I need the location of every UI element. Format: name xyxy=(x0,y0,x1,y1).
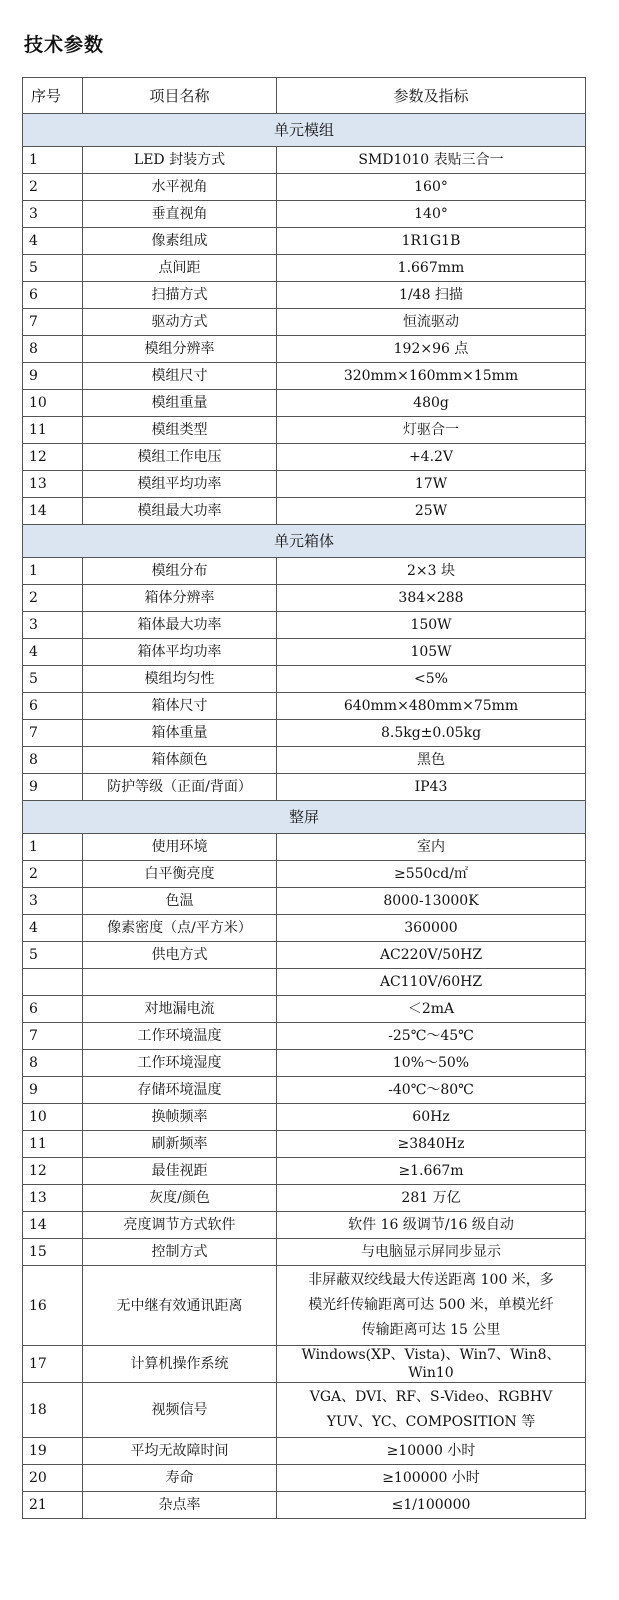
item-name: 寿命 xyxy=(83,1465,277,1492)
value-line: +4.2V xyxy=(408,449,454,465)
table-row xyxy=(23,558,586,585)
value-line: 1.667mm xyxy=(397,260,465,276)
item-name: 工作环境温度 xyxy=(83,1023,277,1050)
table-row xyxy=(23,1492,586,1519)
section-row xyxy=(23,114,586,147)
row-number: 13 xyxy=(23,471,83,498)
item-name: 水平视角 xyxy=(83,174,277,201)
value-line: 模光纤传输距离可达 500 米，单模光纤 xyxy=(308,1297,554,1313)
table-row xyxy=(23,666,586,693)
table-row xyxy=(23,1266,586,1346)
parameter-value xyxy=(277,228,586,255)
item-name: 箱体尺寸 xyxy=(83,693,277,720)
item-name: 点间距 xyxy=(83,255,277,282)
row-number: 11 xyxy=(23,417,83,444)
row-number: 7 xyxy=(23,720,83,747)
parameter-value xyxy=(277,1465,586,1492)
row-number: 6 xyxy=(23,996,83,1023)
parameter-value xyxy=(277,996,586,1023)
parameter-value xyxy=(277,834,586,861)
value-line: 非屏蔽双绞线最大传送距离 100 米，多 xyxy=(308,1272,554,1288)
value-line: YUV、YC、COMPOSITION 等 xyxy=(326,1414,536,1430)
parameter-value xyxy=(277,1185,586,1212)
item-name: 像素组成 xyxy=(83,228,277,255)
row-number: 7 xyxy=(23,309,83,336)
value-line: 150W xyxy=(410,617,452,633)
parameter-value xyxy=(277,201,586,228)
row-number: 21 xyxy=(23,1492,83,1519)
row-number: 14 xyxy=(23,1212,83,1239)
item-name: 存储环境温度 xyxy=(83,1077,277,1104)
row-number: 1 xyxy=(23,834,83,861)
item-name: 无中继有效通讯距离 xyxy=(83,1266,277,1346)
row-number: 1 xyxy=(23,147,83,174)
row-number: 5 xyxy=(23,666,83,693)
value-line: -25℃～45℃ xyxy=(388,1028,474,1044)
row-number: 18 xyxy=(23,1383,83,1438)
section-title: 整屏 xyxy=(23,801,586,834)
page-title: 技术参数 xyxy=(24,34,105,56)
item-name: 模组分辨率 xyxy=(83,336,277,363)
parameter-value xyxy=(277,417,586,444)
row-number: 8 xyxy=(23,336,83,363)
parameter-value xyxy=(277,1077,586,1104)
section-title: 单元模组 xyxy=(23,114,586,147)
table-row xyxy=(23,612,586,639)
item-name: 箱体重量 xyxy=(83,720,277,747)
value-line: 360000 xyxy=(404,920,458,936)
table-row xyxy=(23,693,586,720)
row-number: 2 xyxy=(23,861,83,888)
parameter-value xyxy=(277,666,586,693)
row-number: 6 xyxy=(23,693,83,720)
item-name: 白平衡亮度 xyxy=(83,861,277,888)
table-row xyxy=(23,834,586,861)
table-row xyxy=(23,1239,586,1266)
value-line: 传输距离可达 15 公里 xyxy=(361,1322,501,1338)
table-row xyxy=(23,201,586,228)
table-row xyxy=(23,861,586,888)
parameter-value xyxy=(277,498,586,525)
item-name: 换帧频率 xyxy=(83,1104,277,1131)
item-name: 箱体平均功率 xyxy=(83,639,277,666)
header-item-name: 项目名称 xyxy=(83,78,277,114)
item-name: 使用环境 xyxy=(83,834,277,861)
value-line: 105W xyxy=(410,644,452,660)
row-number: 9 xyxy=(23,1077,83,1104)
parameter-value xyxy=(277,1239,586,1266)
table-row xyxy=(23,363,586,390)
item-name: 供电方式 xyxy=(83,942,277,969)
row-number: 14 xyxy=(23,498,83,525)
item-name: 视频信号 xyxy=(83,1383,277,1438)
row-number: 16 xyxy=(23,1266,83,1346)
parameter-value xyxy=(277,363,586,390)
parameter-value xyxy=(277,1131,586,1158)
value-line: 480g xyxy=(413,395,449,411)
item-name: 箱体最大功率 xyxy=(83,612,277,639)
table-row xyxy=(23,888,586,915)
item-name: 平均无故障时间 xyxy=(83,1438,277,1465)
table-row xyxy=(23,498,586,525)
parameter-value xyxy=(277,1212,586,1239)
table-row xyxy=(23,1383,586,1438)
row-number: 9 xyxy=(23,363,83,390)
table-row xyxy=(23,282,586,309)
row-number: 5 xyxy=(23,255,83,282)
table-row xyxy=(23,585,586,612)
parameter-value xyxy=(277,174,586,201)
value-line: SMD1010 表贴三合一 xyxy=(358,152,504,168)
row-number: 1 xyxy=(23,558,83,585)
parameter-value xyxy=(277,888,586,915)
value-line: ≤1/100000 xyxy=(391,1497,471,1513)
item-name: LED 封装方式 xyxy=(83,147,277,174)
table-row xyxy=(23,255,586,282)
value-line: 软件 16 级调节/16 级自动 xyxy=(348,1217,514,1233)
value-line: 140° xyxy=(414,206,448,222)
parameter-value xyxy=(277,639,586,666)
value-line: ≥3840Hz xyxy=(397,1136,465,1152)
value-line: ≥10000 小时 xyxy=(386,1443,476,1459)
table-row xyxy=(23,747,586,774)
table-row xyxy=(23,444,586,471)
value-line: 8.5kg±0.05kg xyxy=(380,725,482,741)
item-name: 扫描方式 xyxy=(83,282,277,309)
table-row xyxy=(23,1158,586,1185)
item-name: 亮度调节方式软件 xyxy=(83,1212,277,1239)
value-line: 10%～50% xyxy=(392,1055,470,1071)
item-name: 箱体颜色 xyxy=(83,747,277,774)
item-name: 模组最大功率 xyxy=(83,498,277,525)
parameter-value xyxy=(277,1266,586,1346)
row-number: 10 xyxy=(23,390,83,417)
parameter-value xyxy=(277,915,586,942)
value-line: 灯驱合一 xyxy=(403,422,459,438)
item-name: 色温 xyxy=(83,888,277,915)
table-row xyxy=(23,309,586,336)
value-line: Windows(XP、Vista)、Win7、Win8、Win10 xyxy=(301,1347,561,1381)
table-row xyxy=(23,1131,586,1158)
section-title: 单元箱体 xyxy=(23,525,586,558)
item-name: 刷新频率 xyxy=(83,1131,277,1158)
item-name: 模组类型 xyxy=(83,417,277,444)
header-row xyxy=(23,78,586,114)
value-line: 60Hz xyxy=(412,1109,450,1125)
value-line: 640mm×480mm×75mm xyxy=(343,698,519,714)
parameter-value xyxy=(277,309,586,336)
parameter-value xyxy=(277,336,586,363)
table-row xyxy=(23,147,586,174)
parameter-value xyxy=(277,969,586,996)
row-number: 4 xyxy=(23,228,83,255)
table-row xyxy=(23,774,586,801)
value-line: 与电脑显示屏同步显示 xyxy=(361,1244,501,1260)
item-name xyxy=(83,969,277,996)
value-line: 192×96 点 xyxy=(393,341,469,357)
value-line: ≥550cd/㎡ xyxy=(394,866,468,882)
item-name: 模组平均功率 xyxy=(83,471,277,498)
item-name: 对地漏电流 xyxy=(83,996,277,1023)
row-number xyxy=(23,969,83,996)
value-line: VGA、DVI、RF、S-Video、RGBHV xyxy=(309,1389,553,1405)
item-name: 杂点率 xyxy=(83,1492,277,1519)
item-name: 计算机操作系统 xyxy=(83,1346,277,1383)
table-row xyxy=(23,1212,586,1239)
row-number: 13 xyxy=(23,1185,83,1212)
table-row xyxy=(23,1185,586,1212)
row-number: 15 xyxy=(23,1239,83,1266)
row-number: 3 xyxy=(23,612,83,639)
item-name: 模组工作电压 xyxy=(83,444,277,471)
value-line: ＜2mA xyxy=(407,1001,455,1017)
table-row xyxy=(23,1438,586,1465)
table-header xyxy=(23,78,586,114)
table-row xyxy=(23,471,586,498)
table-row xyxy=(23,417,586,444)
table-row xyxy=(23,390,586,417)
item-name: 像素密度（点/平方米） xyxy=(83,915,277,942)
parameter-value xyxy=(277,282,586,309)
row-number: 9 xyxy=(23,774,83,801)
item-name: 工作环境湿度 xyxy=(83,1050,277,1077)
row-number: 4 xyxy=(23,639,83,666)
row-number: 6 xyxy=(23,282,83,309)
row-number: 7 xyxy=(23,1023,83,1050)
table-row xyxy=(23,1104,586,1131)
parameter-value xyxy=(277,693,586,720)
row-number: 3 xyxy=(23,201,83,228)
parameter-value xyxy=(277,747,586,774)
parameter-value xyxy=(277,444,586,471)
value-line: 17W xyxy=(414,476,448,492)
value-line: 384×288 xyxy=(398,590,464,606)
table-row xyxy=(23,720,586,747)
item-name: 防护等级（正面/背面） xyxy=(83,774,277,801)
value-line: ≥1.667m xyxy=(398,1163,464,1179)
parameter-value xyxy=(277,1158,586,1185)
value-line: 1R1G1B xyxy=(401,233,461,249)
table-row xyxy=(23,1465,586,1492)
parameter-value xyxy=(277,1023,586,1050)
value-line: 1/48 扫描 xyxy=(399,287,463,303)
table-row xyxy=(23,996,586,1023)
spec-table xyxy=(22,77,586,1519)
parameter-value xyxy=(277,1104,586,1131)
item-name: 箱体分辨率 xyxy=(83,585,277,612)
section-row xyxy=(23,525,586,558)
item-name: 控制方式 xyxy=(83,1239,277,1266)
parameter-value xyxy=(277,1346,586,1383)
table-row xyxy=(23,1050,586,1077)
table-row xyxy=(23,174,586,201)
row-number: 2 xyxy=(23,174,83,201)
header-parameters: 参数及指标 xyxy=(277,78,586,114)
row-number: 10 xyxy=(23,1104,83,1131)
table-row xyxy=(23,1077,586,1104)
value-line: IP43 xyxy=(414,779,448,795)
table-row xyxy=(23,639,586,666)
section-row xyxy=(23,801,586,834)
item-name: 模组重量 xyxy=(83,390,277,417)
table-row xyxy=(23,915,586,942)
item-name: 最佳视距 xyxy=(83,1158,277,1185)
parameter-value xyxy=(277,390,586,417)
parameter-value xyxy=(277,774,586,801)
value-line: 室内 xyxy=(417,839,445,855)
table-row xyxy=(23,1346,586,1383)
value-line: 恒流驱动 xyxy=(403,314,459,330)
row-number: 8 xyxy=(23,1050,83,1077)
value-line: -40℃～80℃ xyxy=(388,1082,474,1098)
table-row xyxy=(23,228,586,255)
header-no: 序号 xyxy=(23,78,83,114)
row-number: 2 xyxy=(23,585,83,612)
row-number: 8 xyxy=(23,747,83,774)
item-name: 模组尺寸 xyxy=(83,363,277,390)
row-number: 5 xyxy=(23,942,83,969)
row-number: 12 xyxy=(23,1158,83,1185)
table-body xyxy=(23,114,586,1519)
item-name: 模组分布 xyxy=(83,558,277,585)
row-number: 19 xyxy=(23,1438,83,1465)
item-name: 灰度/颜色 xyxy=(83,1185,277,1212)
value-line: AC110V/60HZ xyxy=(379,974,483,990)
parameter-value xyxy=(277,1050,586,1077)
row-number: 4 xyxy=(23,915,83,942)
value-line: ≥100000 小时 xyxy=(382,1470,480,1486)
value-line: 320mm×160mm×15mm xyxy=(343,368,519,384)
parameter-value xyxy=(277,1383,586,1438)
row-number: 11 xyxy=(23,1131,83,1158)
table-row xyxy=(23,336,586,363)
item-name: 垂直视角 xyxy=(83,201,277,228)
value-line: 2×3 块 xyxy=(407,563,455,579)
value-line: 25W xyxy=(414,503,448,519)
parameter-value xyxy=(277,585,586,612)
value-line: <5% xyxy=(414,671,448,687)
row-number: 17 xyxy=(23,1346,83,1383)
parameter-value xyxy=(277,720,586,747)
parameter-value xyxy=(277,558,586,585)
row-number: 3 xyxy=(23,888,83,915)
row-number: 20 xyxy=(23,1465,83,1492)
table-row xyxy=(23,1023,586,1050)
parameter-value xyxy=(277,612,586,639)
value-line: 黑色 xyxy=(417,752,445,768)
row-number: 12 xyxy=(23,444,83,471)
item-name: 驱动方式 xyxy=(83,309,277,336)
parameter-value xyxy=(277,861,586,888)
parameter-value xyxy=(277,1438,586,1465)
value-line: 160° xyxy=(414,179,448,195)
table-row xyxy=(23,969,586,996)
parameter-value xyxy=(277,147,586,174)
parameter-value xyxy=(277,471,586,498)
value-line: 281 万亿 xyxy=(401,1190,461,1206)
table-row xyxy=(23,942,586,969)
parameter-value xyxy=(277,942,586,969)
parameter-value xyxy=(277,255,586,282)
value-line: 8000-13000K xyxy=(383,893,479,909)
item-name: 模组均匀性 xyxy=(83,666,277,693)
value-line: AC220V/50HZ xyxy=(379,947,483,963)
parameter-value xyxy=(277,1492,586,1519)
